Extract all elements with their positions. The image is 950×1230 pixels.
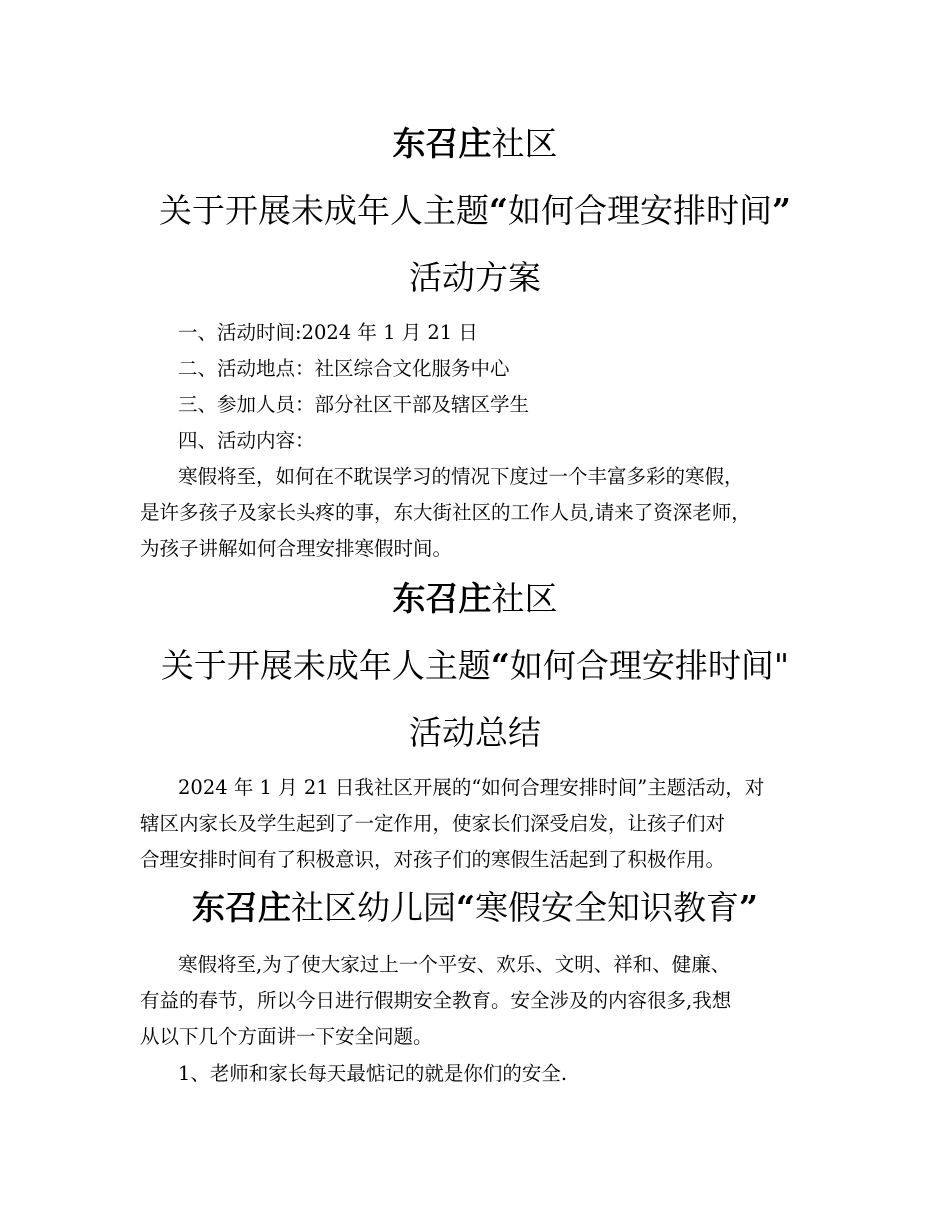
summary-line: 合理安排时间有了积极意识，对孩子们的寒假生活起到了积极作用。 [140,848,726,871]
plan-subtitle: 活动方案 [409,258,541,297]
kindergarten-title-rest: 社区幼儿园 [291,888,457,927]
plan-topic-title [0,191,950,231]
plan-topic-close-quote: ” [772,191,791,230]
kindergarten-line: 从以下几个方面讲一下安全问题。 [140,1025,433,1048]
plan-org-title [0,124,950,164]
plan-topic-open-quote: “ [489,191,508,230]
plan-org-bold: 东召庄 [392,124,492,163]
kindergarten-line: 寒假将至,为了使大家过上一个平安、欢乐、文明、祥和、健廉、 [178,953,731,976]
summary-topic-title [0,646,950,686]
plan-content-line: 寒假将至，如何在不耽误学习的情况下度过一个丰富多彩的寒假， [178,465,744,488]
plan-item-time: 一、活动时间:2024 年 1 月 21 日 [178,321,478,344]
summary-topic-close-quote: " [773,646,790,685]
summary-line: 2024 年 1 月 21 日我社区开展的“如何合理安排时间”主题活动，对 [178,776,765,799]
summary-org-bold: 东召庄 [392,579,492,618]
plan-content-line: 是许多孩子及家长头疼的事，东大街社区的工作人员,请来了资深老师， [140,501,751,524]
plan-content-line: 为孩子讲解如何合理安排寒假时间。 [140,537,453,560]
summary-org-title [0,579,950,619]
summary-line: 辖区内家长及学生起到了一定作用，使家长们深受启发，让孩子们对 [140,812,726,835]
summary-topic-name: 如何合理安排时间 [509,646,774,685]
plan-item-content: 四、活动内容： [178,429,315,452]
plan-item-participants: 三、参加人员：部分社区干部及辖区学生 [178,393,530,416]
kindergarten-line: 有益的春节，所以今日进行假期安全教育。安全涉及的内容很多,我想 [140,989,732,1012]
plan-topic-prefix: 关于开展未成年人主题 [159,191,490,230]
kindergarten-title-close-quote: ” [739,888,758,927]
summary-org-rest: 社区 [491,579,558,618]
summary-topic-prefix: 关于开展未成年人主题 [160,646,491,685]
summary-subtitle: 活动总结 [409,713,541,752]
kindergarten-title-name: 寒假安全知识教育 [475,888,739,927]
kindergarten-org-bold: 东召庄 [192,888,292,927]
plan-org-rest: 社区 [491,124,558,163]
kindergarten-point-1: 1、老师和家长每天最惦记的就是你们的安全. [178,1062,568,1085]
plan-item-place: 二、活动地点：社区综合文化服务中心 [178,357,510,380]
kindergarten-title-open-quote: “ [456,888,475,927]
kindergarten-title [0,888,950,928]
summary-topic-open-quote: “ [490,646,510,685]
plan-topic-name: 如何合理安排时间 [508,191,772,230]
